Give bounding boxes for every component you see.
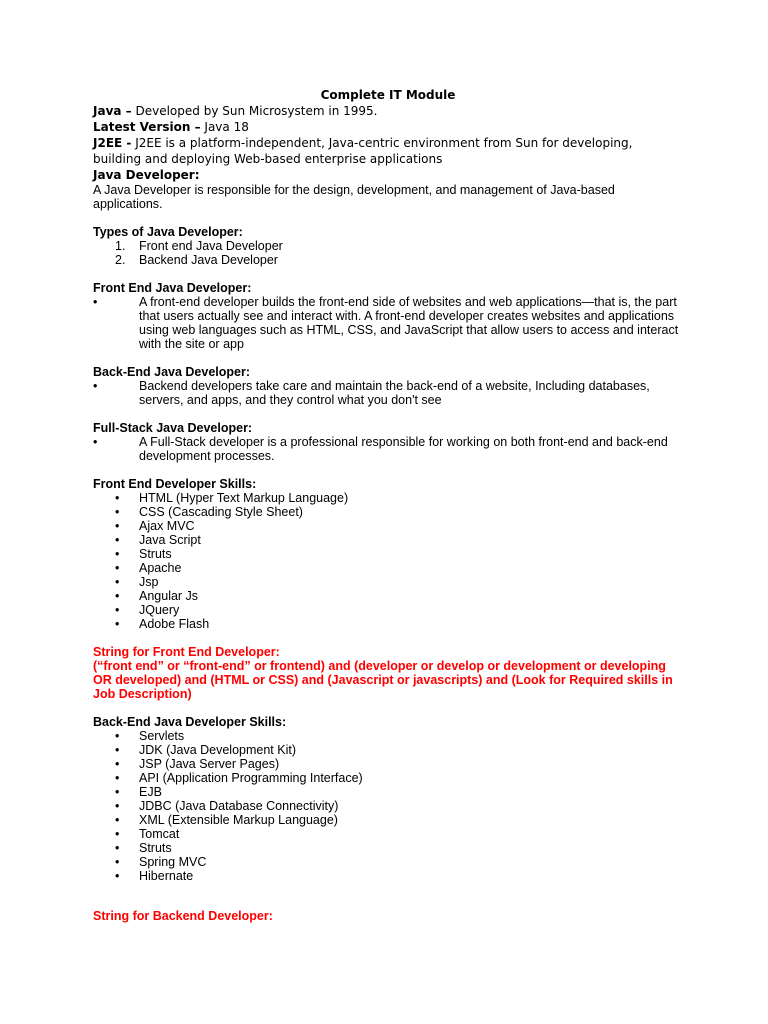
list-item: • EJB <box>93 785 683 799</box>
list-item: • Tomcat <box>93 827 683 841</box>
be-skills-heading: Back-End Java Developer Skills: <box>93 715 287 729</box>
list-item: • API (Application Programming Interface) <box>93 771 683 785</box>
list-item: • Java Script <box>93 533 683 547</box>
types-list <box>93 239 683 267</box>
list-item: • HTML (Hyper Text Markup Language) <box>93 491 683 505</box>
full-stack-list <box>93 435 683 463</box>
list-item: • A front-end developer builds the front-end side of websites and web applications—that is, the part that users actually see and interact with. A front-end developer creates websites and applications using web languages such as HTML, CSS, and JavaScript that allow users to access and interact with the site or app <box>93 295 683 351</box>
list-item: • Hibernate <box>93 869 683 883</box>
list-item: • Servlets <box>93 729 683 743</box>
list-item: • Struts <box>93 841 683 855</box>
fe-skills-heading: Front End Developer Skills: <box>93 477 257 491</box>
j2ee-text: J2EE is a platform-independent, Java-centric environment from Sun for developing, building and deploying Web-based enterprise applications <box>93 136 633 166</box>
page-title: Complete IT Module <box>320 88 456 102</box>
fe-string-text: (“front end” or “front-end” or frontend) and (developer or develop or development or developing OR developed) and (HTML or CSS) and (Javascript or javascripts) and (Look for Required skills in Job Description) <box>93 659 673 701</box>
list-item: • Jsp <box>93 575 683 589</box>
latest-label: Latest Version – <box>93 120 201 134</box>
list-item: • Apache <box>93 561 683 575</box>
java-label: Java – <box>93 104 132 118</box>
latest-text: Java 18 <box>200 120 249 134</box>
java-text: Developed by Sun Microsystem in 1995. <box>131 104 378 118</box>
list-item: 1. Front end Java Developer <box>115 239 283 253</box>
front-end-heading: Front End Java Developer: <box>93 281 252 295</box>
list-item: • Ajax MVC <box>93 519 683 533</box>
java-line <box>93 103 683 119</box>
list-item: • Backend developers take care and maintain the back-end of a website, Including databases, servers, and apps, and they control what you don't see <box>93 379 683 407</box>
list-item: • XML (Extensible Markup Language) <box>93 813 683 827</box>
full-stack-heading: Full-Stack Java Developer: <box>93 421 253 435</box>
be-skills-list <box>93 729 683 883</box>
fe-string-heading: String for Front End Developer: <box>93 645 280 659</box>
list-item: • JQuery <box>93 603 683 617</box>
java-developer-text: A Java Developer is responsible for the design, development, and management of Java-based applications. <box>93 183 615 211</box>
list-item: • Struts <box>93 547 683 561</box>
list-item: 2. Backend Java Developer <box>115 253 278 267</box>
document-page <box>93 87 683 923</box>
back-end-list <box>93 379 683 407</box>
fe-skills-list <box>93 491 683 631</box>
java-developer-heading: Java Developer: <box>93 168 200 182</box>
list-item: • Angular Js <box>93 589 683 603</box>
list-item: • JSP (Java Server Pages) <box>93 757 683 771</box>
be-string-heading: String for Backend Developer: <box>93 909 273 923</box>
list-item: • Adobe Flash <box>93 617 683 631</box>
list-item: • Spring MVC <box>93 855 683 869</box>
back-end-heading: Back-End Java Developer: <box>93 365 251 379</box>
latest-version-line <box>93 119 683 135</box>
types-heading: Types of Java Developer: <box>93 225 243 239</box>
list-item: • CSS (Cascading Style Sheet) <box>93 505 683 519</box>
j2ee-line <box>93 135 683 167</box>
front-end-list <box>93 295 683 351</box>
list-item: • JDBC (Java Database Connectivity) <box>93 799 683 813</box>
list-item: • A Full-Stack developer is a professional responsible for working on both front-end and back-end development processes. <box>93 435 683 463</box>
j2ee-label: J2EE - <box>93 136 132 150</box>
list-item: • JDK (Java Development Kit) <box>93 743 683 757</box>
